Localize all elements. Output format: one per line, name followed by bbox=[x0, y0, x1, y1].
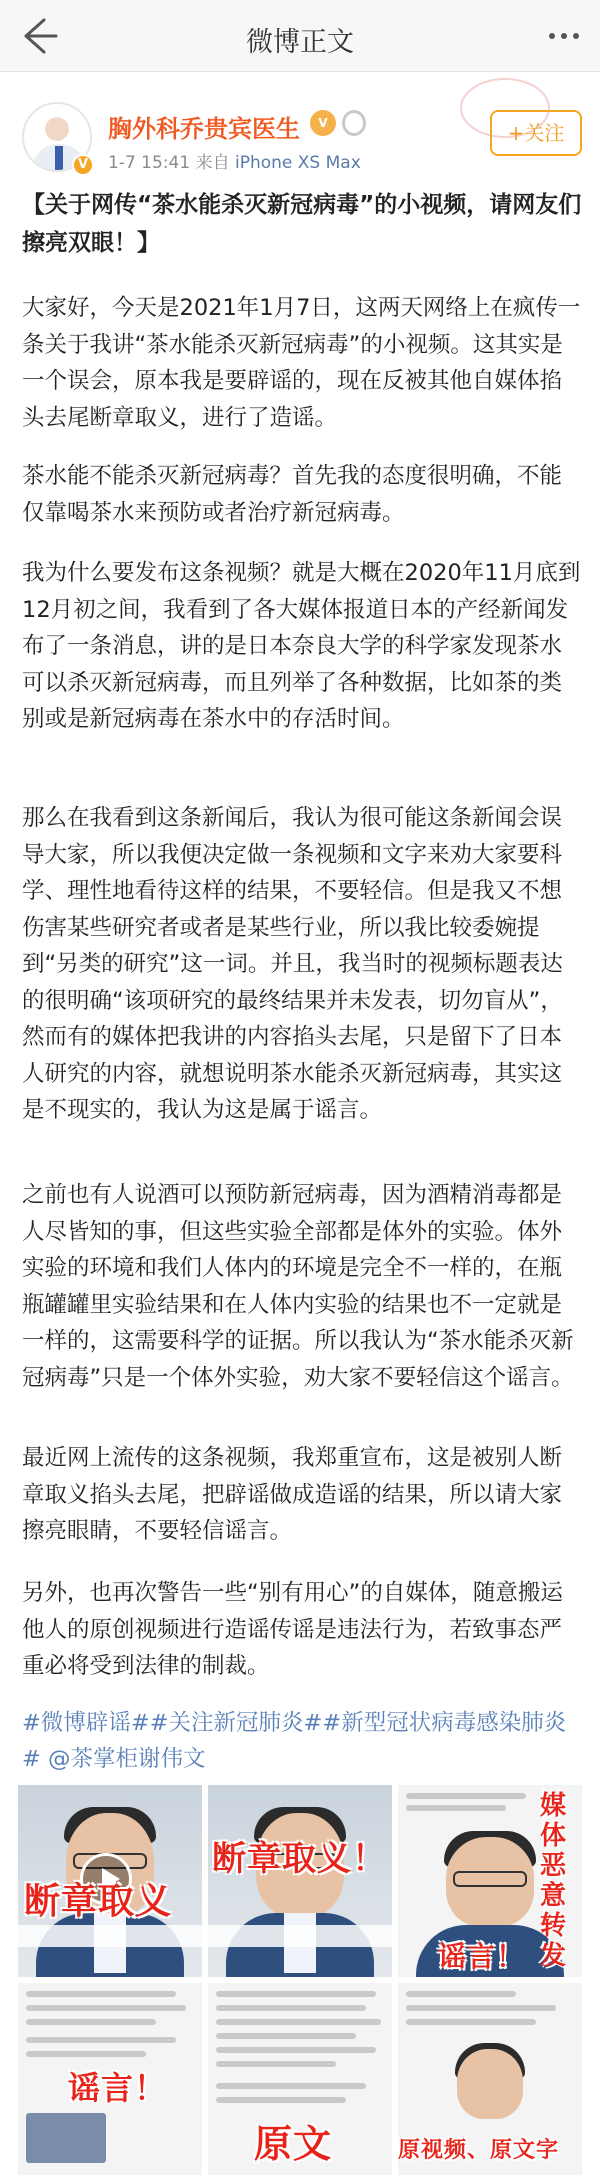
paragraph-1: 大家好，今天是2021年1月7日，这两天网络上在疯传一条关于我讲“茶水能杀灭新冠病毒”的小视频。这其实是一个误会，原本我是要辟谣的，现在反被其他自媒体掐头去尾断章取义，进行了造谣。 bbox=[22, 295, 581, 431]
top-bar bbox=[0, 0, 600, 72]
image-3[interactable] bbox=[398, 1785, 582, 1977]
page-title: 微博正文 bbox=[246, 27, 354, 58]
more-dots-icon[interactable] bbox=[546, 18, 582, 54]
vip-level-icon: V bbox=[310, 110, 336, 136]
topic-tags[interactable]: #微博辟谣##关注新冠肺炎##新型冠状病毒感染肺炎# @茶掌柜谢伟文 bbox=[22, 1710, 567, 1772]
image-1[interactable] bbox=[18, 1785, 202, 1977]
paragraph-2: 茶水能不能杀灭新冠病毒？首先我的态度很明确，不能仅靠喝茶水来预防或者治疗新冠病毒。 bbox=[22, 463, 563, 526]
follow-button[interactable]: +关注 bbox=[490, 110, 582, 156]
image-grid bbox=[18, 1785, 582, 2175]
image-4[interactable] bbox=[18, 1983, 202, 2175]
image-3-vertical-caption: 媒体恶意转发 bbox=[540, 1791, 567, 1971]
verified-badge-icon: V bbox=[72, 154, 94, 176]
image-4-caption: 谣言！ bbox=[68, 2069, 168, 2107]
post-time: 1-7 15:41 bbox=[108, 153, 191, 173]
medal-icon bbox=[342, 110, 366, 136]
image-6-caption: 原视频、原文字 bbox=[398, 2138, 560, 2163]
image-2-caption: 断章取义！ bbox=[212, 1839, 387, 1879]
image-6[interactable] bbox=[398, 1983, 582, 2175]
paragraph-6: 最近网上流传的这条视频，我郑重宣布，这是被别人断章取义掐头去尾，把辟谣做成造谣的结果，所以请大家擦亮眼睛，不要轻信谣言。 bbox=[22, 1445, 563, 1544]
paragraph-7: 另外，也再次警告一些“别有用心”的自媒体，随意搬运他人的原创视频进行造谣传谣是违法行为，若致事态严重必将受到法律的制裁。 bbox=[22, 1580, 563, 1679]
image-5[interactable] bbox=[208, 1983, 392, 2175]
image-2[interactable] bbox=[208, 1785, 392, 1977]
paragraph-3: 我为什么要发布这条视频？就是大概在2020年11月底到12月初之间，我看到了各大媒体报道日本的产经新闻发布了一条消息，讲的是日本奈良大学的科学家发现茶水可以杀灭新冠病毒，而且列举了各种数据，比如茶的类别或是新冠病毒在茶水中的存活时间。 bbox=[22, 560, 581, 732]
image-1-caption: 断章取义 bbox=[24, 1881, 173, 1922]
image-5-caption: 原文 bbox=[254, 2122, 333, 2166]
device-name: iPhone XS Max bbox=[234, 153, 361, 173]
post-meta bbox=[108, 148, 361, 173]
paragraph-5: 之前也有人说酒可以预防新冠病毒，因为酒精消毒都是人尽皆知的事，但这些实验全部都是体外的实验。体外实验的环境和我们人体内的环境是完全不一样的，在瓶瓶罐罐里实验结果和在人体内实验的结果也不一定就是一样的，这需要科学的证据。所以我认为“茶水能杀灭新冠病毒”只是一个体外实验，劝大家不要轻信这个谣言。 bbox=[22, 1182, 574, 1391]
source-prefix: 来自 bbox=[195, 153, 230, 173]
image-3-caption: 谣言！ bbox=[438, 1940, 526, 1973]
post-headline: 【关于网传“茶水能杀灭新冠病毒”的小视频，请网友们擦亮双眼！】 bbox=[22, 192, 582, 256]
paragraph-4: 那么在我看到这条新闻后，我认为很可能这条新闻会误导大家，所以我便决定做一条视频和文字来劝大家要科学、理性地看待这样的结果，不要轻信。但是我又不想伤害某些研究者或者是某些行业，所以我比较委婉提到“另类的研究”这一词。并且，我当时的视频标题表达的很明确“该项研究的最终结果并未发表，切勿盲从”，然而有的媒体把我讲的内容掐头去尾，只是留下了日本人研究的内容，就想说明茶水能杀灭新冠病毒，其实这是不现实的，我认为这是属于谣言。 bbox=[22, 805, 563, 1123]
author-name[interactable]: 胸外科乔贵宾医生 bbox=[108, 115, 300, 143]
